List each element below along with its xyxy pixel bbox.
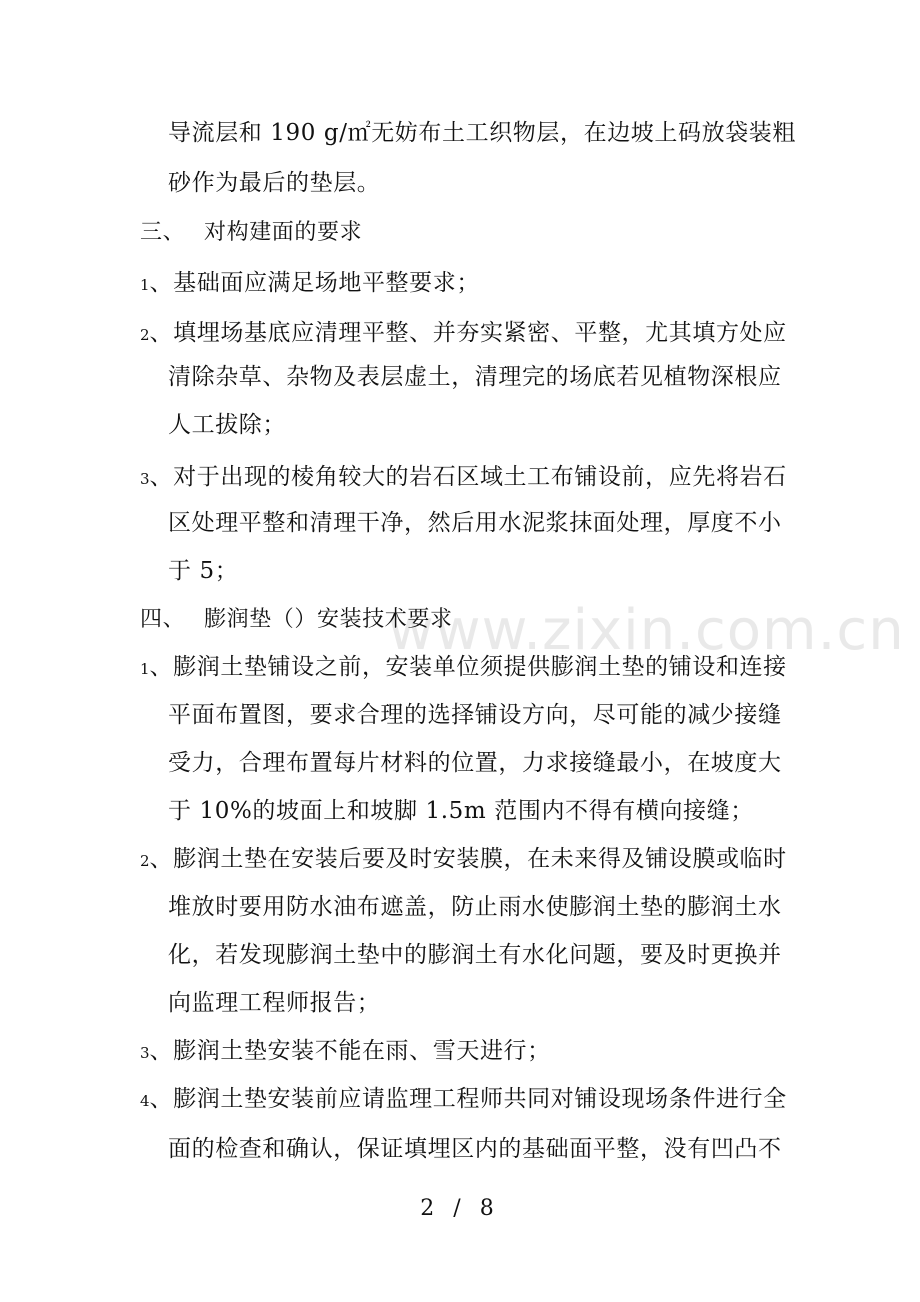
item-number: 1 <box>140 660 150 678</box>
section-number: 四、 <box>140 607 186 632</box>
paragraph-line: 清除杂草、杂物及表层虚土，清理完的场底若见植物深根应 <box>168 364 782 390</box>
section-heading-3 <box>140 218 362 248</box>
list-item <box>140 1084 787 1116</box>
item-text: 、对于出现的棱角较大的岩石区域土工布铺设前，应先将岩石 <box>149 464 787 490</box>
paragraph-line: 砂作为最后的垫层。 <box>168 170 381 196</box>
paragraph-line: 堆放时要用防水油布遮盖，防止雨水使膨润土垫的膨润土水 <box>168 894 782 920</box>
paragraph-line: 于 10%的坡面上和坡脚 1.5m 范围内不得有横向接缝； <box>168 798 754 824</box>
item-number: 3 <box>140 1044 150 1062</box>
paragraph-line: 平面布置图，要求合理的选择铺设方向，尽可能的减少接缝 <box>168 702 782 728</box>
item-text: 、膨润土垫安装不能在雨、雪天进行； <box>149 1038 551 1064</box>
paragraph-line: 化，若发现膨润土垫中的膨润土有水化问题，要及时更换并 <box>168 942 782 968</box>
item-text: 、填埋场基底应清理平整、并夯实紧密、平整，尤其填方处应 <box>149 320 787 346</box>
paragraph-line: 向监理工程师报告； <box>168 990 381 1016</box>
page-number: 2 / 8 <box>420 1196 500 1221</box>
paragraph-line: 导流层和 190 g/㎡无妨布土工织物层，在边坡上码放袋装粗 <box>168 120 796 146</box>
list-item <box>140 318 787 350</box>
list-item <box>140 844 787 876</box>
section-title: 对构建面的要求 <box>204 220 363 245</box>
paragraph-line: 面的检查和确认，保证填埋区内的基础面平整，没有凹凸不 <box>168 1136 782 1162</box>
section-title: 膨润垫（）安装技术要求 <box>204 607 453 632</box>
item-number: 3 <box>140 470 150 488</box>
item-text: 、膨润土垫安装前应请监理工程师共同对铺设现场条件进行全 <box>149 1086 787 1112</box>
item-text: 、基础面应满足场地平整要求； <box>149 270 480 296</box>
section-heading-4 <box>140 605 453 635</box>
item-number: 2 <box>140 852 150 870</box>
watermark: www.zixin.com.cn <box>388 598 905 663</box>
item-number: 4 <box>140 1092 150 1110</box>
paragraph-line: 受力，合理布置每片材料的位置，力求接缝最小，在坡度大 <box>168 750 782 776</box>
section-number: 三、 <box>140 220 186 245</box>
paragraph-line: 人工拔除； <box>168 412 286 438</box>
paragraph-line: 区处理平整和清理干净，然后用水泥浆抹面处理，厚度不小 <box>168 510 782 536</box>
list-item <box>140 268 480 300</box>
list-item <box>140 652 787 684</box>
list-item <box>140 1036 551 1068</box>
paragraph-line: 于 5； <box>168 558 239 584</box>
item-number: 1 <box>140 276 150 294</box>
item-text: 、膨润土垫在安装后要及时安装膜，在未来得及铺设膜或临时 <box>149 846 787 872</box>
item-number: 2 <box>140 326 150 344</box>
list-item <box>140 462 787 494</box>
item-text: 、膨润土垫铺设之前，安装单位须提供膨润土垫的铺设和连接 <box>149 654 787 680</box>
